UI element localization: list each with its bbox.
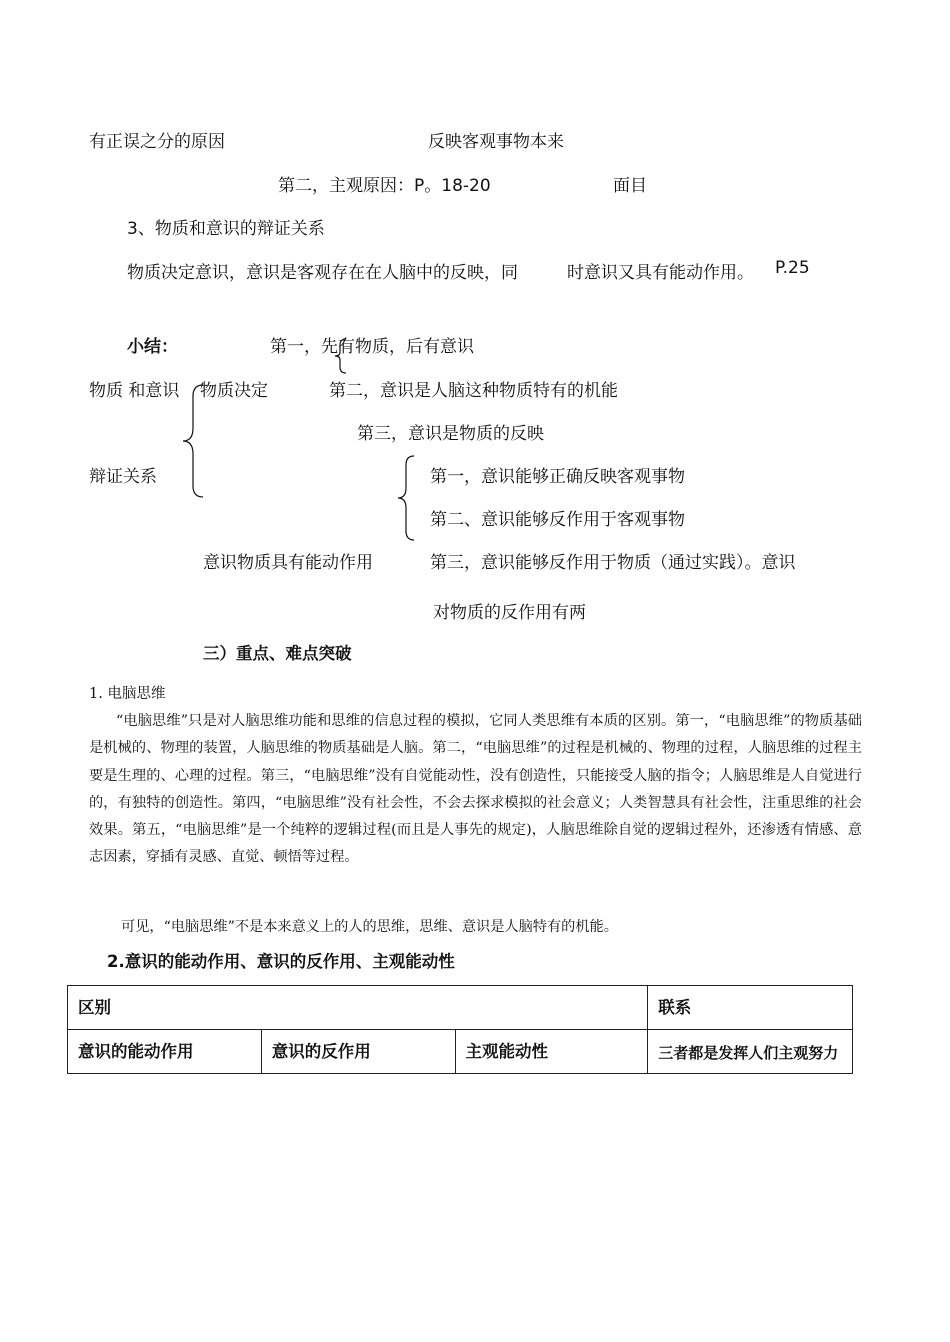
brace-small-icon bbox=[334, 338, 348, 374]
summary-first: 第一，先有物质，后有意识 bbox=[270, 337, 474, 357]
table-cell-counter-effect: 意识的反作用 bbox=[261, 1030, 455, 1074]
section-heading: 三）重点、难点突破 bbox=[203, 644, 352, 663]
summary-left-top: 物质 和意识 bbox=[89, 381, 180, 401]
table-cell-subjective-initiative: 主观能动性 bbox=[455, 1030, 648, 1074]
summary-left-bottom: 辩证关系 bbox=[89, 467, 157, 487]
text-line-matter-decides: 物质决定意识，意识是客观存在在人脑中的反映，同 bbox=[127, 263, 518, 283]
brace-medium-icon bbox=[396, 455, 416, 541]
summary-label: 小结： bbox=[127, 337, 178, 357]
text-line-subjective-cause: 第二，主观原因：P。18-20 bbox=[278, 176, 491, 196]
table-header-relation: 联系 bbox=[648, 986, 853, 1030]
text-line-reason: 有正误之分的原因 bbox=[89, 132, 225, 152]
item2-title: 2.意识的能动作用、意识的反作用、主观能动性 bbox=[107, 952, 455, 971]
item1-conclusion: 可见，“电脑思维”不是本来意义上的人的思维，思维、意识是人脑特有的机能。 bbox=[121, 919, 618, 935]
comparison-table bbox=[67, 985, 853, 1074]
page-reference: P.25 bbox=[775, 258, 810, 278]
summary-third: 第三，意识是物质的反映 bbox=[357, 424, 544, 444]
table-header-difference: 区别 bbox=[68, 986, 648, 1030]
subheading-dialectic: 3、物质和意识的辩证关系 bbox=[127, 219, 325, 239]
table-row bbox=[68, 986, 853, 1030]
table-row bbox=[68, 1030, 853, 1074]
brace-large-icon bbox=[181, 384, 205, 498]
summary-left-mid: 物质决定 bbox=[200, 381, 268, 401]
item1-paragraph: “电脑思维”只是对人脑思维功能和思维的信息过程的模拟，它同人类思维有本质的区别。第一，“电脑思维”的物质基础是机械的、物理的装置，人脑思维的物质基础是人脑。第二，“电脑思维”的过程是机械的、物理的过程，人脑思维的过程主要是生理的、心理的过程。第三，“电脑思维”没有自觉能动性，没有创造性，只能接受人脑的指令；人脑思维是人自觉进行的，有独特的创造性。第四，“电脑思维”没有社会性，不会去探求模拟的社会意义；人类智慧具有社会性，注重思维的社会效果。第五，“电脑思维”是一个纯粹的逻辑过程(而且是人事先的规定)，人脑思维除自觉的逻辑过程外，还渗透有情感、意志因素，穿插有灵感、直觉、顿悟等过程。 bbox=[89, 713, 862, 866]
item1-title: 1. 电脑思维 bbox=[89, 686, 166, 702]
text-line-reflect: 反映客观事物本来 bbox=[428, 132, 564, 152]
summary-b-third-cont: 对物质的反作用有两 bbox=[433, 603, 586, 623]
table-cell-active-role: 意识的能动作用 bbox=[68, 1030, 262, 1074]
table-cell-common: 三者都是发挥人们主观努力 bbox=[648, 1030, 853, 1074]
summary-b-left: 意识物质具有能动作用 bbox=[203, 553, 373, 573]
text-line-active-role: 时意识又具有能动作用。 bbox=[567, 263, 754, 283]
summary-b-first: 第一，意识能够正确反映客观事物 bbox=[430, 467, 685, 487]
summary-second: 第二，意识是人脑这种物质特有的机能 bbox=[329, 381, 618, 401]
summary-b-third: 第三，意识能够反作用于物质（通过实践）。意识 bbox=[430, 553, 796, 573]
summary-b-second: 第二、意识能够反作用于客观事物 bbox=[430, 510, 685, 530]
text-line-face: 面目 bbox=[613, 176, 647, 196]
